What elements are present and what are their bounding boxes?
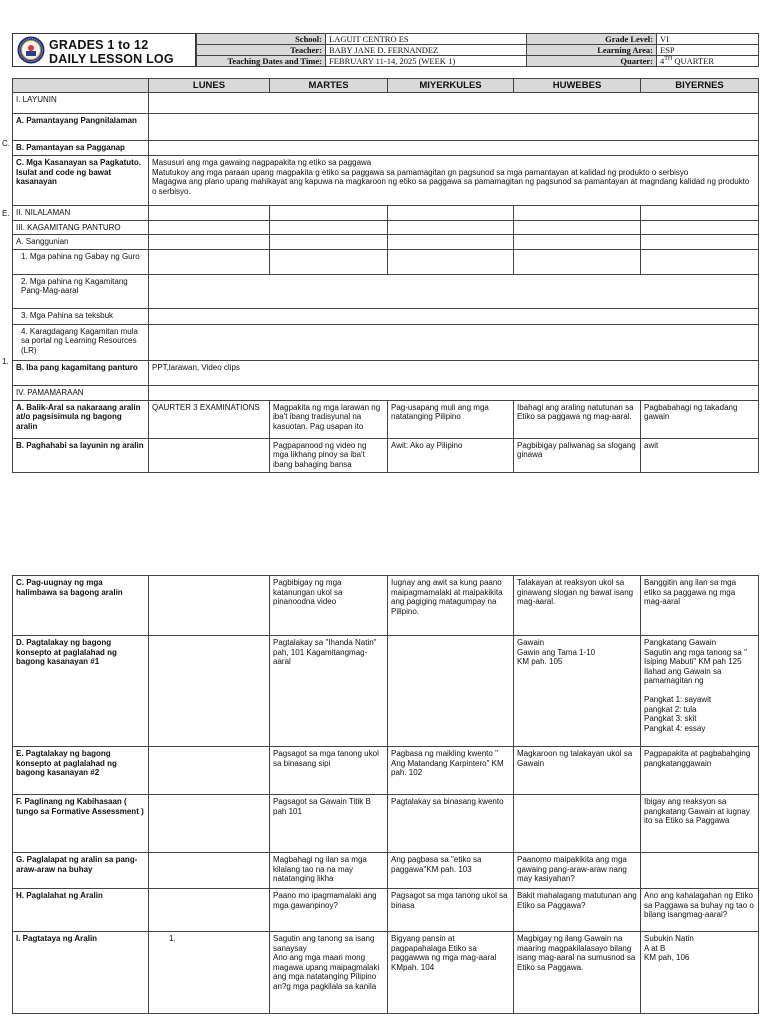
cell-pamantayan-pagganap: [149, 141, 759, 156]
cell-pagtataya-martes: Sagutin ang tanong sa isang sanaysay Ano ang mga maari mong magawa upang maipagmalaki ang mga natatanging Pilipino an?g mga pagkilala sa kanila: [270, 932, 388, 1014]
day-header-biyernes: BIYERNES: [641, 79, 759, 93]
cell-pagtataya-biyernes: Subukin Natin A at B KM pah, 106: [641, 932, 759, 1014]
lesson-table-page1: [12, 78, 759, 473]
row-paglalahat: [13, 889, 759, 932]
cell-kagamitang-huwebes: [514, 220, 641, 235]
label-pag-uugnay: C. Pag-uugnay ng mga halimbawa sa bagong aralin: [13, 576, 149, 636]
cell-paglalapat-huwebes: Paanomo maipakikita ang mga gawaing pang-araw-araw nang may kasiyahan?: [514, 853, 641, 889]
learning-area-value: ESP: [657, 45, 759, 56]
row-pamantayan-pagganap: [13, 141, 759, 156]
cell-iba-pang: PPT,larawan, Video clips: [149, 360, 759, 385]
quarter-value: [657, 56, 759, 67]
deped-seal-icon: [17, 36, 45, 64]
cell-pag-uugnay-lunes: [149, 576, 270, 636]
cell-pagtataya-miyerkules: Bigyang pansin at pagpapahalaga Etiko sa paggawwa ng mga mag-aaral KMpah. 104: [388, 932, 514, 1014]
label-paglalapat: G. Paglalapat ng aralin sa pang-araw-araw na buhay: [13, 853, 149, 889]
label-pagtalakay-2: E. Pagtalakay ng bagong konsepto at paglalahad ng bagong kasanayan #2: [13, 747, 149, 795]
row-karagdagang: [13, 324, 759, 360]
cell-karagdagang: [149, 324, 759, 360]
cell-balik-aral-huwebes: Ibahagi ang araling natutunan sa Etiko sa paggawa ng mag-aaral.: [514, 400, 641, 438]
teacher-value: BABY JANE D. FERNANDEZ: [326, 45, 527, 56]
cell-pagtalakay-2-biyernes: Pagpapakita at pagbabahging pangkatanggawain: [641, 747, 759, 795]
cell-paglalapat-biyernes: [641, 853, 759, 889]
cell-paglalapat-martes: Magbahagi ng ilan sa mga kilalang tao na na may natatanging likha: [270, 853, 388, 889]
row-paglinang: [13, 795, 759, 853]
header: [12, 33, 758, 67]
cell-nilalaman-biyernes: [641, 206, 759, 221]
grade-value: VI: [657, 34, 759, 45]
cell-pamantayang-pangnilalaman: [149, 114, 759, 141]
cell-paglinang-miyerkules: Pagtalakay sa binasang kwento: [388, 795, 514, 853]
day-header-martes: MARTES: [270, 79, 388, 93]
row-pagtalakay-1: [13, 636, 759, 747]
label-gabay: 1. Mga pahina ng Gabay ng Guro: [13, 249, 149, 274]
cell-paglinang-martes: Pagsagot sa Gawain Titik B pah 101: [270, 795, 388, 853]
cell-paglalahat-martes: Paano mo ipagmamalaki ang mga gawanpinoy?: [270, 889, 388, 932]
cell-paghahabi-miyerkules: Awit: Ako ay Pilipino: [388, 438, 514, 472]
label-kagamitang: III. KAGAMITANG PANTURO: [13, 220, 149, 235]
row-kasanayan: [13, 156, 759, 206]
grade-label: Grade Level:: [527, 34, 657, 45]
cell-kagamitang-miyerkules: [388, 220, 514, 235]
cell-balik-aral-lunes: QAURTER 3 EXAMINATIONS: [149, 400, 270, 438]
cell-nilalaman-huwebes: [514, 206, 641, 221]
cell-balik-aral-martes: Magpakita ng mga larawan ng iba't ibang tradisyunal na kasuotan. Pag usapan ito: [270, 400, 388, 438]
label-teksbuk: 3. Mga Pahina sa teksbuk: [13, 308, 149, 324]
row-pamamaraan: [13, 385, 759, 400]
school-label: School:: [197, 34, 326, 45]
cell-gabay-biyernes: [641, 249, 759, 274]
quarter-number: 4: [660, 56, 665, 66]
label-pamantayang-pangnilalaman: A. Pamantayang Pangnilalaman: [13, 114, 149, 141]
cell-pagtalakay-2-huwebes: Magkaroon ng talakayan ukol sa Gawain: [514, 747, 641, 795]
cell-pagtalakay-2-lunes: [149, 747, 270, 795]
cell-pagtalakay-1-huwebes: Gawain Gawin ang Tama 1-10 KM pah. 105: [514, 636, 641, 747]
cell-kagamitang-lunes: [149, 220, 270, 235]
row-layunin: [13, 93, 759, 114]
label-paglalahat: H. Paglalahat ng Aralin: [13, 889, 149, 932]
cell-pagtataya-lunes: 1.: [149, 932, 270, 1014]
row-balik-aral: [13, 400, 759, 438]
cell-paglalahat-huwebes: Bakit mahalagang matutunan ang Etiko sa Paggawa?: [514, 889, 641, 932]
row-gabay: [13, 249, 759, 274]
cell-pagtalakay-2-martes: Pagsagot sa mga tanong ukol sa binasang sipi: [270, 747, 388, 795]
row-pamantayang-pangnilalaman: [13, 114, 759, 141]
label-iba-pang: B. Iba pang kagamitang panturo: [13, 360, 149, 385]
quarter-suffix: TH: [664, 56, 673, 63]
cell-paglalahat-biyernes: Ano ang kahalagahan ng Etiko sa Paggawa sa buhay ng tao o bilang isangmag-aaral?: [641, 889, 759, 932]
quarter-label: Quarter:: [527, 56, 657, 67]
cell-kagamitang-martes: [270, 220, 388, 235]
cell-balik-aral-miyerkules: Pag-usapang muli ang mga natatanging Pilipino: [388, 400, 514, 438]
label-balik-aral: A. Balik-Aral sa nakaraang aralin at/o pagsisimula ng bagong aralin: [13, 400, 149, 438]
cell-pagtataya-huwebes: Magbigay ng ilang Gawain na maaring magpakilalasayo bilang isang mag-aaral na sumusnod sa Etiko sa Paggawa.: [514, 932, 641, 1014]
cell-pagtalakay-2-miyerkules: Pagbasa ng maikling kwento " Ang Matandang Karpintero" KM pah. 102: [388, 747, 514, 795]
cell-pagtalakay-1-lunes: [149, 636, 270, 747]
cell-nilalaman-miyerkules: [388, 206, 514, 221]
logo-title-line1: GRADES 1 to 12: [49, 38, 149, 52]
cell-paglinang-biyernes: Ibigay ang reaksyon sa pangkatang Gawain at iugnay ito sa Etiko sa Paggawa: [641, 795, 759, 853]
label-pagtataya: I. Pagtataya ng Aralin: [13, 932, 149, 1014]
cell-paglalapat-miyerkules: Ang pagbasa sa "etiko sa paggawa"KM pah. 103: [388, 853, 514, 889]
margin-letter-c: C.: [2, 139, 10, 148]
cell-paghahabi-biyernes: awit: [641, 438, 759, 472]
info-table-right: [526, 33, 759, 67]
quarter-word: QUARTER: [674, 56, 715, 66]
cell-pag-uugnay-martes: Pagbibigay ng mga katanungan ukol sa pinanoodna video: [270, 576, 388, 636]
cell-nilalaman-lunes: [149, 206, 270, 221]
day-header-blank: [13, 79, 149, 93]
cell-sanggunian-lunes: [149, 235, 270, 250]
cell-gabay-lunes: [149, 249, 270, 274]
row-sanggunian: [13, 235, 759, 250]
day-header-miyerkules: MIYERKULES: [388, 79, 514, 93]
cell-balik-aral-biyernes: Pagbabahagi ng takadang gawain: [641, 400, 759, 438]
cell-paglinang-lunes: [149, 795, 270, 853]
day-header-lunes: LUNES: [149, 79, 270, 93]
row-paglalapat: [13, 853, 759, 889]
cell-paghahabi-martes: Pagpapanood ng video ng mga likhang pinoy sa iba't ibang bahaging bansa: [270, 438, 388, 472]
row-pagtalakay-2: [13, 747, 759, 795]
cell-pagtalakay-1-martes: Pagtalakay sa "Ihanda Natin" pah, 101 Kagamitangmag-aaral: [270, 636, 388, 747]
cell-sanggunian-martes: [270, 235, 388, 250]
row-kagamitang: [13, 220, 759, 235]
cell-nilalaman-martes: [270, 206, 388, 221]
cell-kasanayan: Masusuri ang mga gawaing nagpapakita ng etiko sa paggawa Matutukoy ang mga paraan upang magpakita g etiko sa paggawa sa pamamagitan gn pagsunod sa mga pamantayan at kalidad ng produkto o serbisyo Magagwa ang plano upang mahikayat ang kapuwa na magkaroon ng etiko sa paggawa sa pamamagitan ng pagsunod sa pamantayan at magndang kalidad ng produkto o serbisyo.: [149, 156, 759, 206]
cell-pag-uugnay-huwebes: Talakayan at reaksyon ukol sa ginawang slogan ng bawat isang mag-aaral.: [514, 576, 641, 636]
school-value: LAGUIT CENTRO ES: [326, 34, 527, 45]
margin-letter-1: 1.: [2, 357, 9, 366]
cell-gabay-huwebes: [514, 249, 641, 274]
cell-gabay-martes: [270, 249, 388, 274]
cell-paglalahat-miyerkules: Pagsagot sa mga tanong ukol sa binasa: [388, 889, 514, 932]
cell-pagtalakay-1-miyerkules: [388, 636, 514, 747]
margin-letter-e: E.: [2, 209, 10, 218]
cell-paglinang-huwebes: [514, 795, 641, 853]
learning-area-label: Learning Area:: [527, 45, 657, 56]
info-table-left: [196, 33, 527, 67]
row-teksbuk: [13, 308, 759, 324]
cell-paghahabi-lunes: [149, 438, 270, 472]
label-kagamitang-mag-aaral: 2. Mga pahina ng Kagamitang Pang-Mag-aaral: [13, 274, 149, 308]
cell-sanggunian-huwebes: [514, 235, 641, 250]
cell-pag-uugnay-biyernes: Banggitin ang ilan sa mga etiko sa paggawa ng mga mag-aaral: [641, 576, 759, 636]
label-kasanayan: C. Mga Kasanayan sa Pagkatuto. Isulat and code ng bawat kasanayan: [13, 156, 149, 206]
cell-gabay-miyerkules: [388, 249, 514, 274]
cell-kagamitang-mag-aaral: [149, 274, 759, 308]
teacher-label: Teacher:: [197, 45, 326, 56]
dates-label: Teaching Dates and Time:: [197, 56, 326, 67]
label-karagdagang: 4. Karagdagang Kagamitan mula sa portal ng Learning Resources (LR): [13, 324, 149, 360]
label-pamamaraan: IV. PAMAMARAAN: [13, 385, 149, 400]
day-header-row: [13, 79, 759, 93]
dates-value: FEBRUARY 11-14, 2025 (WEEK 1): [326, 56, 527, 67]
cell-teksbuk: [149, 308, 759, 324]
row-pagtataya: [13, 932, 759, 1014]
row-paghahabi: [13, 438, 759, 472]
row-pag-uugnay: [13, 576, 759, 636]
label-paghahabi: B. Paghahabi sa layunin ng aralin: [13, 438, 149, 472]
row-kagamitang-mag-aaral: [13, 274, 759, 308]
cell-pagtalakay-1-biyernes: Pangkatang Gawain Sagutin ang mga tanong sa " Isiping Mabuti" KM pah 125 Ilahad ang Gawain sa pamamagitan ng Pangkat 1: sayawit pangkat 2: tula Pangkat 3: skit Pangkat 4: essay: [641, 636, 759, 747]
cell-pag-uugnay-miyerkules: Iugnay ang awit sa kung paano maipagmamalaki at maipakikita ang pagiging matagumpay na Pilipino.: [388, 576, 514, 636]
cell-sanggunian-biyernes: [641, 235, 759, 250]
cell-paghahabi-huwebes: Pagbibigay paliwanag sa slogang ginawa: [514, 438, 641, 472]
lesson-table-page2: [12, 575, 759, 1014]
cell-kagamitang-biyernes: [641, 220, 759, 235]
row-iba-pang: [13, 360, 759, 385]
row-nilalaman: [13, 206, 759, 221]
logo-title: [49, 38, 174, 66]
cell-paglalapat-lunes: [149, 853, 270, 889]
label-pagtalakay-1: D. Pagtalakay ng bagong konsepto at paglalahad ng bagong kasanayan #1: [13, 636, 149, 747]
label-pamantayan-pagganap: B. Pamantayan sa Pagganap: [13, 141, 149, 156]
label-nilalaman: II. NILALAMAN: [13, 206, 149, 221]
cell-pamamaraan: [149, 385, 759, 400]
cell-paglalahat-lunes: [149, 889, 270, 932]
day-header-huwebes: HUWEBES: [514, 79, 641, 93]
cell-layunin: [149, 93, 759, 114]
cell-sanggunian-miyerkules: [388, 235, 514, 250]
label-paglinang: F. Paglinang ng Kabihasaan ( tungo sa Formative Assessment ): [13, 795, 149, 853]
label-layunin: I. LAYUNIN: [13, 93, 149, 114]
logo-title-line2: DAILY LESSON LOG: [49, 52, 174, 66]
label-sanggunian: A. Sanggunian: [13, 235, 149, 250]
logo-box: [12, 33, 196, 67]
